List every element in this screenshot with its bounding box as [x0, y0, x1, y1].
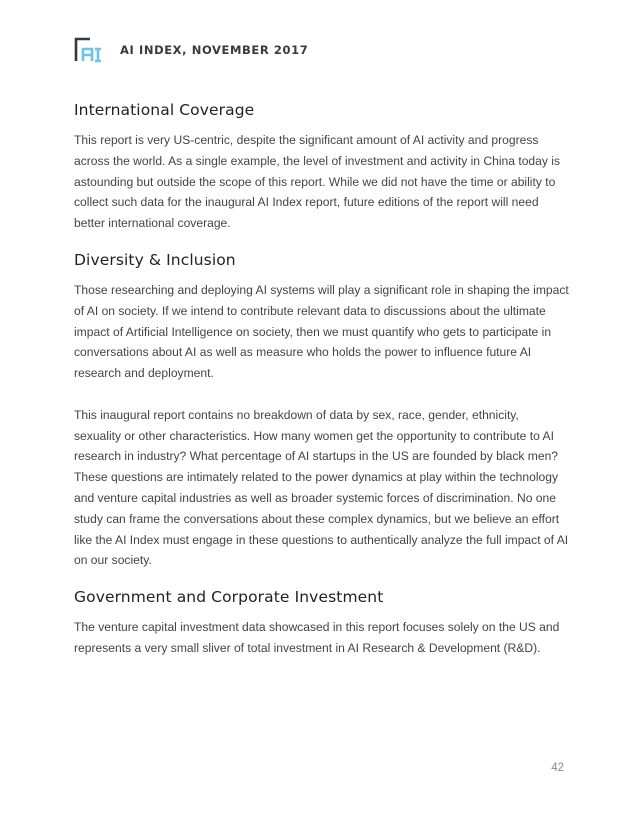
section-heading: Government and Corporate Investment [74, 588, 384, 607]
body-paragraph: Those researching and deploying AI systems will play a significant role in shaping the impact of AI on society. If we intend to contribute relevant data to discussions about the ultimate impact of Artificial Intelligence on society, then we must quantify who gets to participate in conversations about AI as well as measure who holds the power to influence future AI research and deployment. [74, 282, 569, 381]
body-paragraph: This inaugural report contains no breakdown of data by sex, race, gender, ethnicity, sexuality or other characteristics. How many women get the opportunity to contribute to AI research in industry? What percentage of AI startups in the US are founded by black men? These questions are intimately related to the power dynamics at play within the technology and venture capital industries as well as broader systemic forces of discrimination. No one study can frame the conversations about these complex dynamics, but we believe an effort like the AI Index must engage in these questions to authentically analyze the full impact of AI on our society. [74, 407, 569, 568]
page-body [74, 98, 569, 673]
section-international-coverage [74, 98, 569, 234]
page-header [74, 36, 308, 64]
section-diversity-inclusion [74, 248, 569, 571]
section-heading: International Coverage [74, 101, 255, 119]
body-paragraph: This report is very US-centric, despite the significant amount of AI activity and progress across the world. As a single example, the level of investment and activity in China today is astounding but outside the scope of this report. While we did not have the time or ability to collect such data for the inaugural AI Index report, future editions of the report will need better international coverage. [74, 133, 561, 231]
body-paragraph: The venture capital investment data showcased in this report focuses solely on the US and represents a very small sliver of total investment in AI Research & Development (R&D). [74, 620, 560, 655]
ai-index-logo-icon [74, 37, 102, 63]
section-government-corporate-investment [74, 585, 569, 659]
page-number: 42 [551, 762, 564, 774]
section-heading: Diversity & Inclusion [74, 250, 236, 269]
document-title: AI INDEX, NOVEMBER 2017 [120, 43, 309, 57]
